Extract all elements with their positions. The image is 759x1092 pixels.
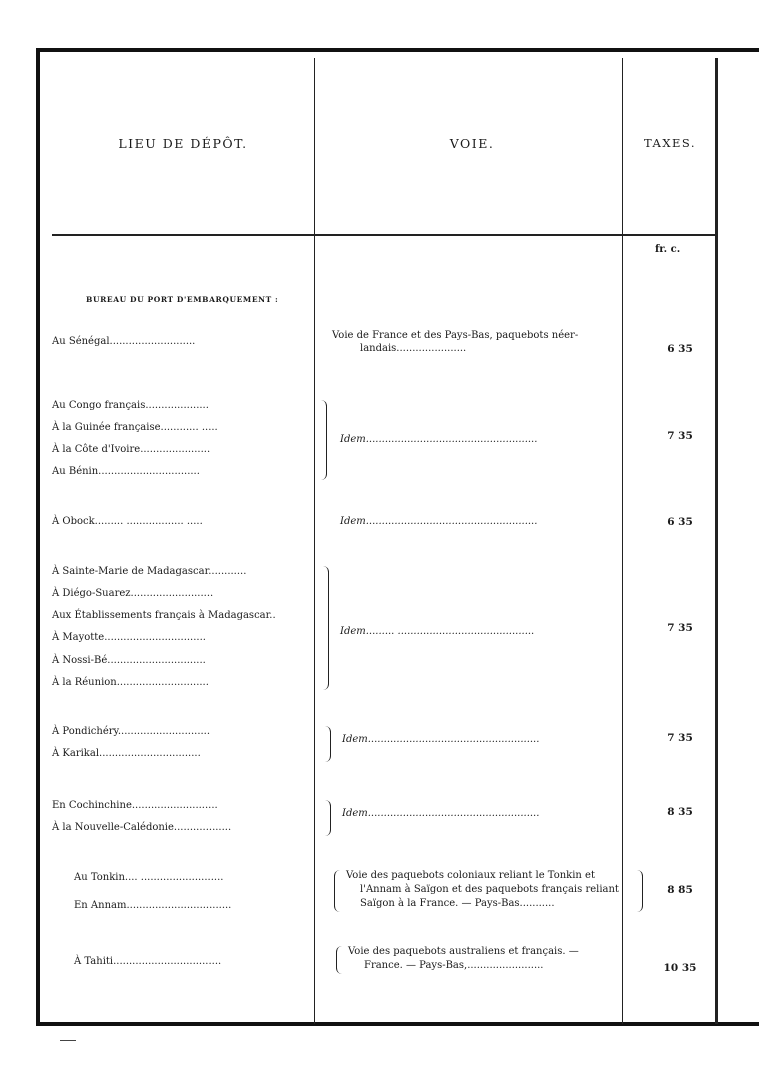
route-line: Idem......................................................: [342, 734, 540, 745]
header-rule: [52, 234, 717, 236]
place-nossi-be: À Nossi-Bé...............................: [52, 655, 206, 666]
tax-value: 10 35: [663, 962, 697, 974]
place-tonkin: Au Tonkin.... ..........................: [74, 872, 224, 883]
tax-value: 6 35: [667, 343, 693, 355]
group-brace: [320, 566, 329, 690]
column-divider-3: [715, 58, 718, 1024]
route-line: Idem......................................................: [342, 808, 540, 819]
route-line: Voie des paquebots coloniaux reliant le Tonkin et: [346, 870, 595, 881]
route-line: l'Annam à Saïgon et des paquebots français reliant: [360, 884, 619, 895]
place-tahiti: À Tahiti..................................: [74, 956, 222, 967]
margin-mark: [60, 1040, 76, 1041]
place-pondichery: À Pondichéry.............................: [52, 726, 211, 737]
route-line: Saïgon à la France. — Pays-Bas...........: [360, 898, 555, 909]
place-guinee: À la Guinée française............ .....: [52, 422, 218, 433]
place-etablissements: Aux Établissements français à Madagascar..: [52, 610, 276, 621]
place-cote-ivoire: À la Côte d'Ivoire......................: [52, 444, 211, 455]
route-line: Idem......... ...........................................: [340, 626, 535, 637]
place-annam: En Annam.................................: [74, 900, 232, 911]
route-line: landais......................: [360, 343, 467, 354]
header-voie: VOIE.: [449, 136, 495, 151]
route-line: Idem......................................................: [340, 516, 538, 527]
group-brace: [322, 800, 331, 836]
place-nouvelle-caledonie: À la Nouvelle-Calédonie..................: [52, 822, 232, 833]
place-congo: Au Congo français....................: [52, 400, 209, 411]
tax-value: 6 35: [667, 516, 693, 528]
place-obock: À Obock......... .................. .....: [52, 516, 203, 527]
place-reunion: À la Réunion.............................: [52, 677, 209, 688]
place-sainte-marie: À Sainte-Marie de Madagascar............: [52, 566, 247, 577]
header-lieu: LIEU DE DÉPÔT.: [118, 136, 248, 151]
route-brace: [334, 870, 343, 912]
place-benin: Au Bénin................................: [52, 466, 200, 477]
route-line: France. — Pays-Bas,........................: [364, 960, 544, 971]
place-karikal: À Karikal................................: [52, 748, 201, 759]
place-mayotte: À Mayotte................................: [52, 632, 206, 643]
route-line: Voie des paquebots australiens et français. —: [348, 946, 579, 957]
group-brace: [322, 726, 331, 762]
header-taxes: TAXES.: [643, 136, 697, 150]
tax-value: 7 35: [667, 622, 693, 634]
route-brace: [336, 946, 345, 974]
tax-value: 8 35: [667, 806, 693, 818]
route-line: Idem......................................................: [340, 434, 538, 445]
tax-value: 7 35: [667, 732, 693, 744]
route-line: Voie de France et des Pays-Bas, paquebots néer-: [332, 330, 579, 341]
place-diego-suarez: À Diégo-Suarez..........................: [52, 588, 214, 599]
group-brace: [318, 400, 327, 480]
unit-label: fr. c.: [655, 244, 681, 255]
tax-value: 8 85: [667, 884, 693, 896]
subheading: BUREAU DU PORT D'EMBARQUEMENT :: [86, 295, 279, 304]
tax-value: 7 35: [667, 430, 693, 442]
place-senegal: Au Sénégal...........................: [52, 336, 196, 347]
place-cochinchine: En Cochinchine...........................: [52, 800, 218, 811]
